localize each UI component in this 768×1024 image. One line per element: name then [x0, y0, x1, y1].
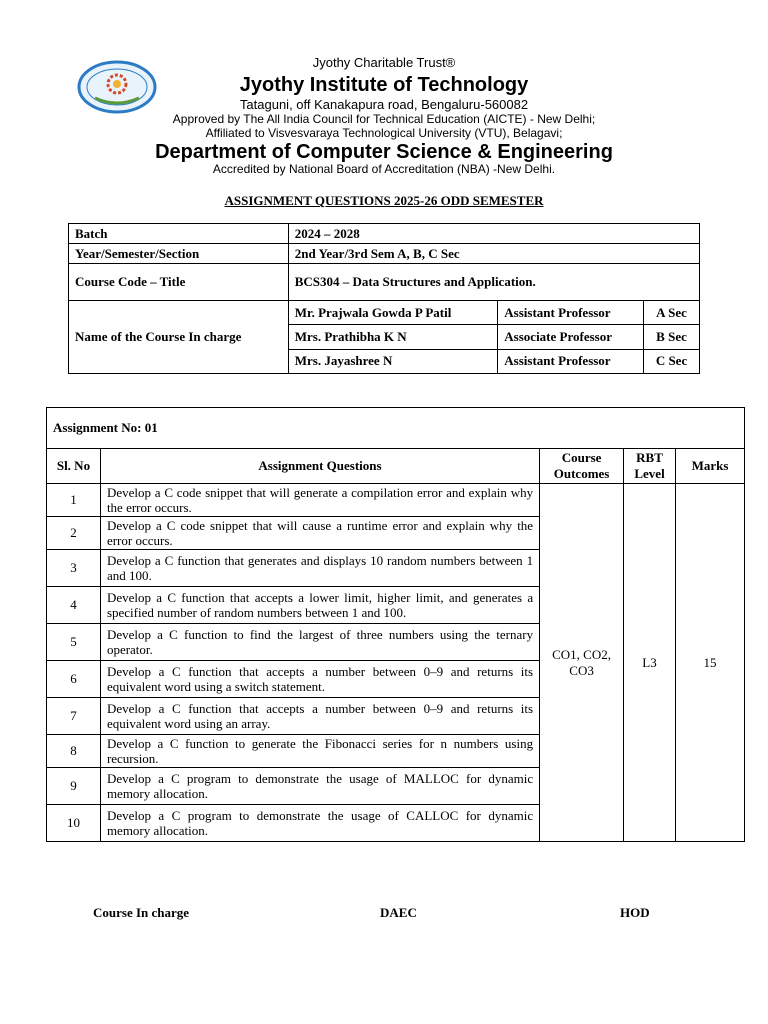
faculty-designation: Associate Professor: [498, 325, 644, 349]
batch-label: Batch: [69, 224, 289, 244]
header-questions: Assignment Questions: [100, 449, 539, 484]
table-row: [47, 484, 745, 517]
department-name: Department of Computer Science & Engineering: [155, 141, 613, 163]
year-label: Year/Semester/Section: [69, 244, 289, 264]
faculty-name: Mrs. Prathibha K N: [288, 325, 498, 349]
course-outcomes: CO1, CO2, CO3: [540, 484, 624, 842]
question-text: Develop a C function that accepts a lower limit, higher limit, and generates a specified number of random numbers between 1 and 100.: [100, 587, 539, 624]
question-number: 5: [47, 624, 101, 661]
question-text: Develop a C code snippet that will cause a runtime error and explain why the error occurs.: [100, 517, 539, 550]
accreditation-line: Accredited by National Board of Accreditation (NBA) -New Delhi.: [212, 162, 556, 176]
course-row: [69, 264, 700, 301]
faculty-section: A Sec: [644, 301, 700, 325]
header-marks: Marks: [676, 449, 745, 484]
marks: 15: [676, 484, 745, 842]
question-text: Develop a C program to demonstrate the usage of MALLOC for dynamic memory allocation.: [100, 768, 539, 805]
question-number: 8: [47, 735, 101, 768]
question-number: 1: [47, 484, 101, 517]
signature-daec: DAEC: [380, 905, 417, 920]
trust-name: Jyothy Charitable Trust®: [312, 55, 456, 70]
year-row: [69, 244, 700, 264]
assignment-number: Assignment No: 01: [47, 408, 745, 449]
course-value: BCS304 – Data Structures and Application.: [288, 264, 699, 301]
faculty-section: C Sec: [644, 349, 700, 373]
rbt-level: L3: [624, 484, 676, 842]
table-header-row: [47, 449, 745, 484]
question-text: Develop a C code snippet that will generate a compilation error and explain why the error occurs.: [100, 484, 539, 517]
course-info-table: [68, 223, 700, 374]
faculty-designation: Assistant Professor: [498, 301, 644, 325]
signature-hod: HOD: [620, 905, 650, 920]
batch-row: [69, 224, 700, 244]
assignment-table: [46, 407, 745, 842]
question-text: Develop a C function to generate the Fibonacci series for n numbers using recursion.: [100, 735, 539, 768]
faculty-name: Mr. Prajwala Gowda P Patil: [288, 301, 498, 325]
question-text: Develop a C function that accepts a number between 0–9 and returns its equivalent word using a switch statement.: [100, 661, 539, 698]
year-value: 2nd Year/3rd Sem A, B, C Sec: [288, 244, 699, 264]
institute-name: Jyothy Institute of Technology: [239, 74, 529, 96]
header-outcomes: Course Outcomes: [540, 449, 624, 484]
assignment-title: ASSIGNMENT QUESTIONS 2025-26 ODD SEMESTER: [224, 193, 544, 208]
question-text: Develop a C function to find the largest of three numbers using the ternary operator.: [100, 624, 539, 661]
affiliation-line: Affiliated to Visvesvaraya Technological University (VTU), Belagavi;: [205, 126, 563, 140]
question-text: Develop a C function that generates and displays 10 random numbers between 1 and 100.: [100, 550, 539, 587]
question-number: 4: [47, 587, 101, 624]
header-rbt: RBT Level: [624, 449, 676, 484]
faculty-designation: Assistant Professor: [498, 349, 644, 373]
question-number: 6: [47, 661, 101, 698]
faculty-section: B Sec: [644, 325, 700, 349]
header-slno: Sl. No: [47, 449, 101, 484]
assignment-number-row: [47, 408, 745, 449]
course-label: Course Code – Title: [69, 264, 289, 301]
incharge-label: Name of the Course In charge: [69, 301, 289, 374]
question-number: 2: [47, 517, 101, 550]
question-text: Develop a C function that accepts a number between 0–9 and returns its equivalent word using an array.: [100, 698, 539, 735]
question-text: Develop a C program to demonstrate the usage of CALLOC for dynamic memory allocation.: [100, 805, 539, 842]
question-number: 7: [47, 698, 101, 735]
faculty-row: [69, 301, 700, 325]
signature-course-incharge: Course In charge: [93, 905, 190, 920]
approval-line: Approved by The All India Council for Technical Education (AICTE) - New Delhi;: [172, 112, 596, 126]
batch-value: 2024 – 2028: [288, 224, 699, 244]
question-number: 3: [47, 550, 101, 587]
question-number: 9: [47, 768, 101, 805]
institute-address: Tataguni, off Kanakapura road, Bengaluru-560082: [239, 97, 529, 112]
question-number: 10: [47, 805, 101, 842]
faculty-name: Mrs. Jayashree N: [288, 349, 498, 373]
